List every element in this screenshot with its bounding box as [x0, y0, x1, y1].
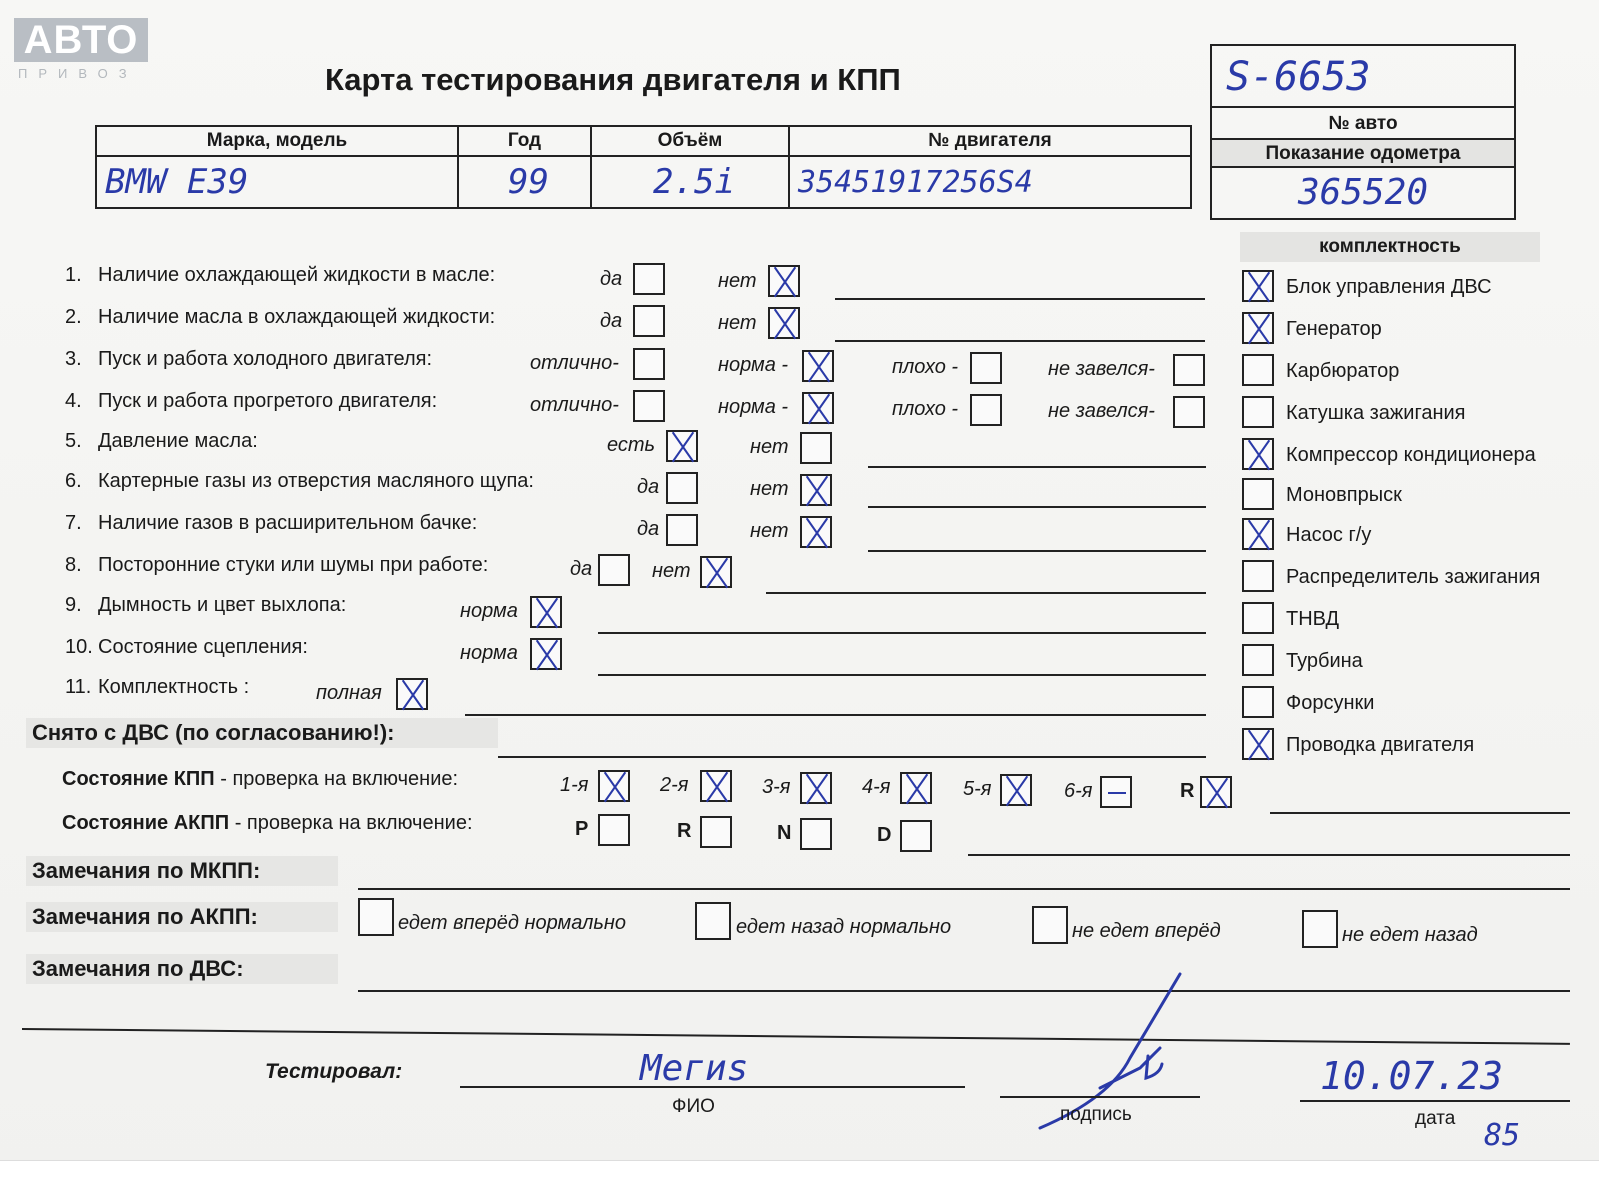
auto-number-label: № авто: [1212, 108, 1514, 140]
date-line[interactable]: [1300, 1100, 1570, 1102]
year-value[interactable]: 99: [458, 156, 591, 208]
q9-normal-checkbox[interactable]: [530, 596, 562, 628]
q4-opt-excellent: отлично-: [530, 394, 619, 416]
akpp-forward-ok-checkbox[interactable]: [358, 898, 394, 936]
q3-text: Пуск и работа холодного двигателя:: [98, 348, 433, 370]
komplekt-carburetor-label: Карбюратор: [1286, 360, 1400, 382]
komplekt-turbo-checkbox[interactable]: [1242, 644, 1274, 676]
q4-text: Пуск и работа прогретого двигателя:: [98, 390, 438, 412]
signature-caption: подпись: [1060, 1104, 1132, 1125]
akpp-reverse-ok-label: едет назад нормально: [736, 916, 952, 938]
q7-opt-no: нет: [750, 520, 789, 542]
gear-5-label: 5-я: [963, 778, 992, 800]
gear-5-checkbox[interactable]: [1000, 774, 1032, 806]
komplekt-wiring-checkbox[interactable]: [1242, 728, 1274, 760]
q7-no-checkbox[interactable]: [800, 516, 832, 548]
model-value[interactable]: BMW E39: [96, 156, 458, 208]
q2-no-checkbox[interactable]: [768, 307, 800, 339]
q7-text: Наличие газов в расширительном бачке:: [98, 512, 478, 534]
q9-opt-normal: норма: [460, 600, 518, 622]
gear-2-label: 2-я: [660, 774, 689, 796]
removed-notes-line[interactable]: [498, 756, 1206, 758]
komplekt-turbo-label: Турбина: [1286, 650, 1363, 672]
q6-opt-yes: да: [637, 476, 660, 498]
q11-notes-line[interactable]: [465, 714, 1206, 716]
signature-line[interactable]: [1000, 1096, 1200, 1098]
remarks-akpp-label: Замечания по АКПП:: [26, 902, 338, 932]
gear-r-checkbox[interactable]: [1200, 776, 1232, 808]
q1-number: 1.: [65, 264, 82, 286]
q8-text: Посторонние стуки или шумы при работе:: [98, 554, 489, 576]
q10-opt-normal: норма: [460, 642, 518, 664]
remarks-extra-line[interactable]: [22, 1028, 1570, 1045]
q4-excellent-checkbox[interactable]: [633, 390, 665, 422]
q4-bad-checkbox[interactable]: [970, 394, 1002, 426]
akpp-forward-ok-label: едет вперёд нормально: [398, 912, 627, 934]
komplekt-generator-checkbox[interactable]: [1242, 312, 1274, 344]
q11-number: 11.: [65, 676, 92, 698]
komplekt-wiring-label: Проводка двигателя: [1286, 734, 1475, 756]
komplekt-generator-label: Генератор: [1286, 318, 1382, 340]
auto-odometer-box: [1210, 44, 1516, 220]
q3-opt-normal: норма -: [718, 354, 789, 376]
avtoprivoz-logo: АВТО: [14, 18, 148, 62]
remarks-dvs-line[interactable]: [358, 990, 1570, 992]
tested-by-label: Тестировал:: [265, 1060, 403, 1083]
q11-text: Комплектность :: [98, 676, 250, 698]
q5-yes-checkbox[interactable]: [666, 430, 698, 462]
komplekt-ac-compressor-checkbox[interactable]: [1242, 438, 1274, 470]
col-volume: Объём: [591, 126, 789, 156]
remarks-mkpp-label: Замечания по МКПП:: [26, 856, 338, 886]
q3-nostart-checkbox[interactable]: [1173, 354, 1205, 386]
q3-bad-checkbox[interactable]: [970, 352, 1002, 384]
kpp-label: Состояние КПП - проверка на включение:: [62, 768, 459, 790]
kpp-notes-line[interactable]: [1270, 812, 1570, 814]
q4-nostart-checkbox[interactable]: [1173, 396, 1205, 428]
q2-number: 2.: [65, 306, 82, 328]
q2-yes-checkbox[interactable]: [633, 305, 665, 337]
gear-2-checkbox[interactable]: [700, 770, 732, 802]
akpp-r-label: R: [677, 820, 692, 842]
col-model: Марка, модель: [96, 126, 458, 156]
q5-number: 5.: [65, 430, 82, 452]
q4-opt-nostart: не завелся-: [1048, 400, 1155, 422]
q2-opt-no: нет: [718, 312, 757, 334]
q3-excellent-checkbox[interactable]: [633, 348, 665, 380]
komplekt-monoinjection-label: Моновпрыск: [1286, 484, 1402, 506]
gear-3-label: 3-я: [762, 776, 791, 798]
q7-yes-checkbox[interactable]: [666, 514, 698, 546]
q10-number: 10.: [65, 636, 93, 658]
komplekt-tnvd-label: ТНВД: [1286, 608, 1340, 630]
komplekt-distributor-label: Распределитель зажигания: [1286, 566, 1541, 588]
q1-opt-yes: да: [600, 268, 623, 290]
q1-opt-no: нет: [718, 270, 757, 292]
logo-subtitle: ПРИВОЗ: [18, 66, 138, 81]
komplekt-injectors-label: Форсунки: [1286, 692, 1375, 714]
akpp-label: Состояние АКПП - проверка на включение:: [62, 812, 473, 834]
fio-caption: ФИО: [672, 1096, 715, 1117]
akpp-notes-line[interactable]: [968, 854, 1570, 856]
akpp-r-checkbox[interactable]: [700, 816, 732, 848]
akpp-no-forward-checkbox[interactable]: [1032, 906, 1068, 944]
q8-number: 8.: [65, 554, 82, 576]
q4-normal-checkbox[interactable]: [802, 392, 834, 424]
engine-no-value[interactable]: 35451917256S4: [789, 156, 1191, 208]
col-year: Год: [458, 126, 591, 156]
q11-opt-full: полная: [316, 682, 382, 704]
q1-yes-checkbox[interactable]: [633, 263, 665, 295]
q6-notes-line[interactable]: [868, 506, 1206, 508]
q3-opt-bad: плохо -: [892, 356, 959, 378]
akpp-no-reverse-label: не едет назад: [1342, 924, 1478, 946]
komplekt-ps-pump-checkbox[interactable]: [1242, 518, 1274, 550]
komplekt-ps-pump-label: Насос г/у: [1286, 524, 1372, 546]
gear-r-label: R: [1180, 780, 1195, 802]
handwritten-note: 85: [1484, 1118, 1521, 1153]
q2-text: Наличие масла в охлаждающей жидкости:: [98, 306, 496, 328]
q2-opt-yes: да: [600, 310, 623, 332]
akpp-n-checkbox[interactable]: [800, 818, 832, 850]
komplekt-ac-compressor-label: Компрессор кондиционера: [1286, 444, 1536, 466]
q4-opt-bad: плохо -: [892, 398, 959, 420]
col-engine-no: № двигателя: [789, 126, 1191, 156]
odometer-label: Показание одометра: [1212, 140, 1514, 168]
q3-number: 3.: [65, 348, 82, 370]
q9-text: Дымность и цвет выхлопа:: [98, 594, 347, 616]
q8-opt-no: нет: [652, 560, 691, 582]
q5-no-checkbox[interactable]: [800, 432, 832, 464]
page-bottom-margin: [0, 1160, 1599, 1201]
volume-value[interactable]: 2.5i: [591, 156, 789, 208]
q8-notes-line[interactable]: [766, 592, 1206, 594]
gear-6-label: 6-я: [1064, 780, 1093, 802]
q5-opt-yes: есть: [607, 434, 656, 456]
akpp-no-reverse-checkbox[interactable]: [1302, 910, 1338, 948]
akpp-n-label: N: [777, 822, 792, 844]
komplekt-distributor-checkbox[interactable]: [1242, 560, 1274, 592]
komplekt-title: комплектность: [1240, 232, 1540, 262]
akpp-p-checkbox[interactable]: [598, 814, 630, 846]
q10-notes-line[interactable]: [598, 674, 1206, 676]
akpp-p-label: P: [575, 818, 589, 840]
q6-text: Картерные газы из отверстия масляного щупа:: [98, 470, 534, 492]
q1-no-checkbox[interactable]: [768, 265, 800, 297]
q8-yes-checkbox[interactable]: [598, 554, 630, 586]
date-value[interactable]: 10.07.23: [1320, 1054, 1504, 1098]
akpp-d-checkbox[interactable]: [900, 820, 932, 852]
q9-number: 9.: [65, 594, 82, 616]
q3-opt-excellent: отлично-: [530, 352, 619, 374]
q2-notes-line[interactable]: [835, 340, 1205, 342]
q5-notes-line[interactable]: [868, 466, 1206, 468]
gear-1-checkbox[interactable]: [598, 770, 630, 802]
komplekt-coil-label: Катушка зажигания: [1286, 402, 1466, 424]
date-caption: дата: [1415, 1108, 1456, 1129]
q6-opt-no: нет: [750, 478, 789, 500]
akpp-no-forward-label: не едет вперёд: [1072, 920, 1221, 942]
removed-from-engine-label: Снято с ДВС (по согласованию!):: [26, 718, 498, 748]
gear-3-checkbox[interactable]: [800, 772, 832, 804]
komplekt-coil-checkbox[interactable]: [1242, 396, 1274, 428]
gear-1-label: 1-я: [560, 774, 589, 796]
komplekt-monoinjection-checkbox[interactable]: [1242, 478, 1274, 510]
q6-no-checkbox[interactable]: [800, 474, 832, 506]
q8-no-checkbox[interactable]: [700, 556, 732, 588]
q6-number: 6.: [65, 470, 82, 492]
komplekt-injectors-checkbox[interactable]: [1242, 686, 1274, 718]
odometer-value[interactable]: 365520: [1297, 172, 1429, 213]
q8-opt-yes: да: [570, 558, 593, 580]
gear-4-label: 4-я: [862, 776, 891, 798]
auto-number-value[interactable]: S-6653: [1212, 46, 1514, 108]
fio-line[interactable]: [460, 1086, 965, 1088]
q5-opt-no: нет: [750, 436, 789, 458]
q10-normal-checkbox[interactable]: [530, 638, 562, 670]
q7-number: 7.: [65, 512, 82, 534]
komplekt-tnvd-checkbox[interactable]: [1242, 602, 1274, 634]
q7-opt-yes: да: [637, 518, 660, 540]
q7-notes-line[interactable]: [868, 550, 1206, 552]
q4-number: 4.: [65, 390, 82, 412]
gear-4-checkbox[interactable]: [900, 772, 932, 804]
q4-opt-normal: норма -: [718, 396, 789, 418]
vehicle-info-table: [95, 125, 1192, 209]
tester-name-value[interactable]: Мегиs: [640, 1048, 749, 1089]
komplekt-ecu-label: Блок управления ДВС: [1286, 276, 1492, 298]
q9-notes-line[interactable]: [598, 632, 1206, 634]
komplekt-carburetor-checkbox[interactable]: [1242, 354, 1274, 386]
page-title: Карта тестирования двигателя и КПП: [325, 62, 901, 97]
q1-text: Наличие охлаждающей жидкости в масле:: [98, 264, 496, 286]
komplekt-ecu-checkbox[interactable]: [1242, 270, 1274, 302]
akpp-reverse-ok-checkbox[interactable]: [695, 902, 731, 940]
q5-text: Давление масла:: [98, 430, 258, 452]
akpp-d-label: D: [877, 824, 892, 846]
remarks-mkpp-line[interactable]: [358, 888, 1570, 890]
q3-opt-nostart: не завелся-: [1048, 358, 1155, 380]
remarks-dvs-label: Замечания по ДВС:: [26, 954, 338, 984]
q6-yes-checkbox[interactable]: [666, 472, 698, 504]
q10-text: Состояние сцепления:: [98, 636, 308, 658]
gear-6-checkbox[interactable]: [1100, 776, 1132, 808]
q3-normal-checkbox[interactable]: [802, 350, 834, 382]
q11-full-checkbox[interactable]: [396, 678, 428, 710]
q1-notes-line[interactable]: [835, 298, 1205, 300]
